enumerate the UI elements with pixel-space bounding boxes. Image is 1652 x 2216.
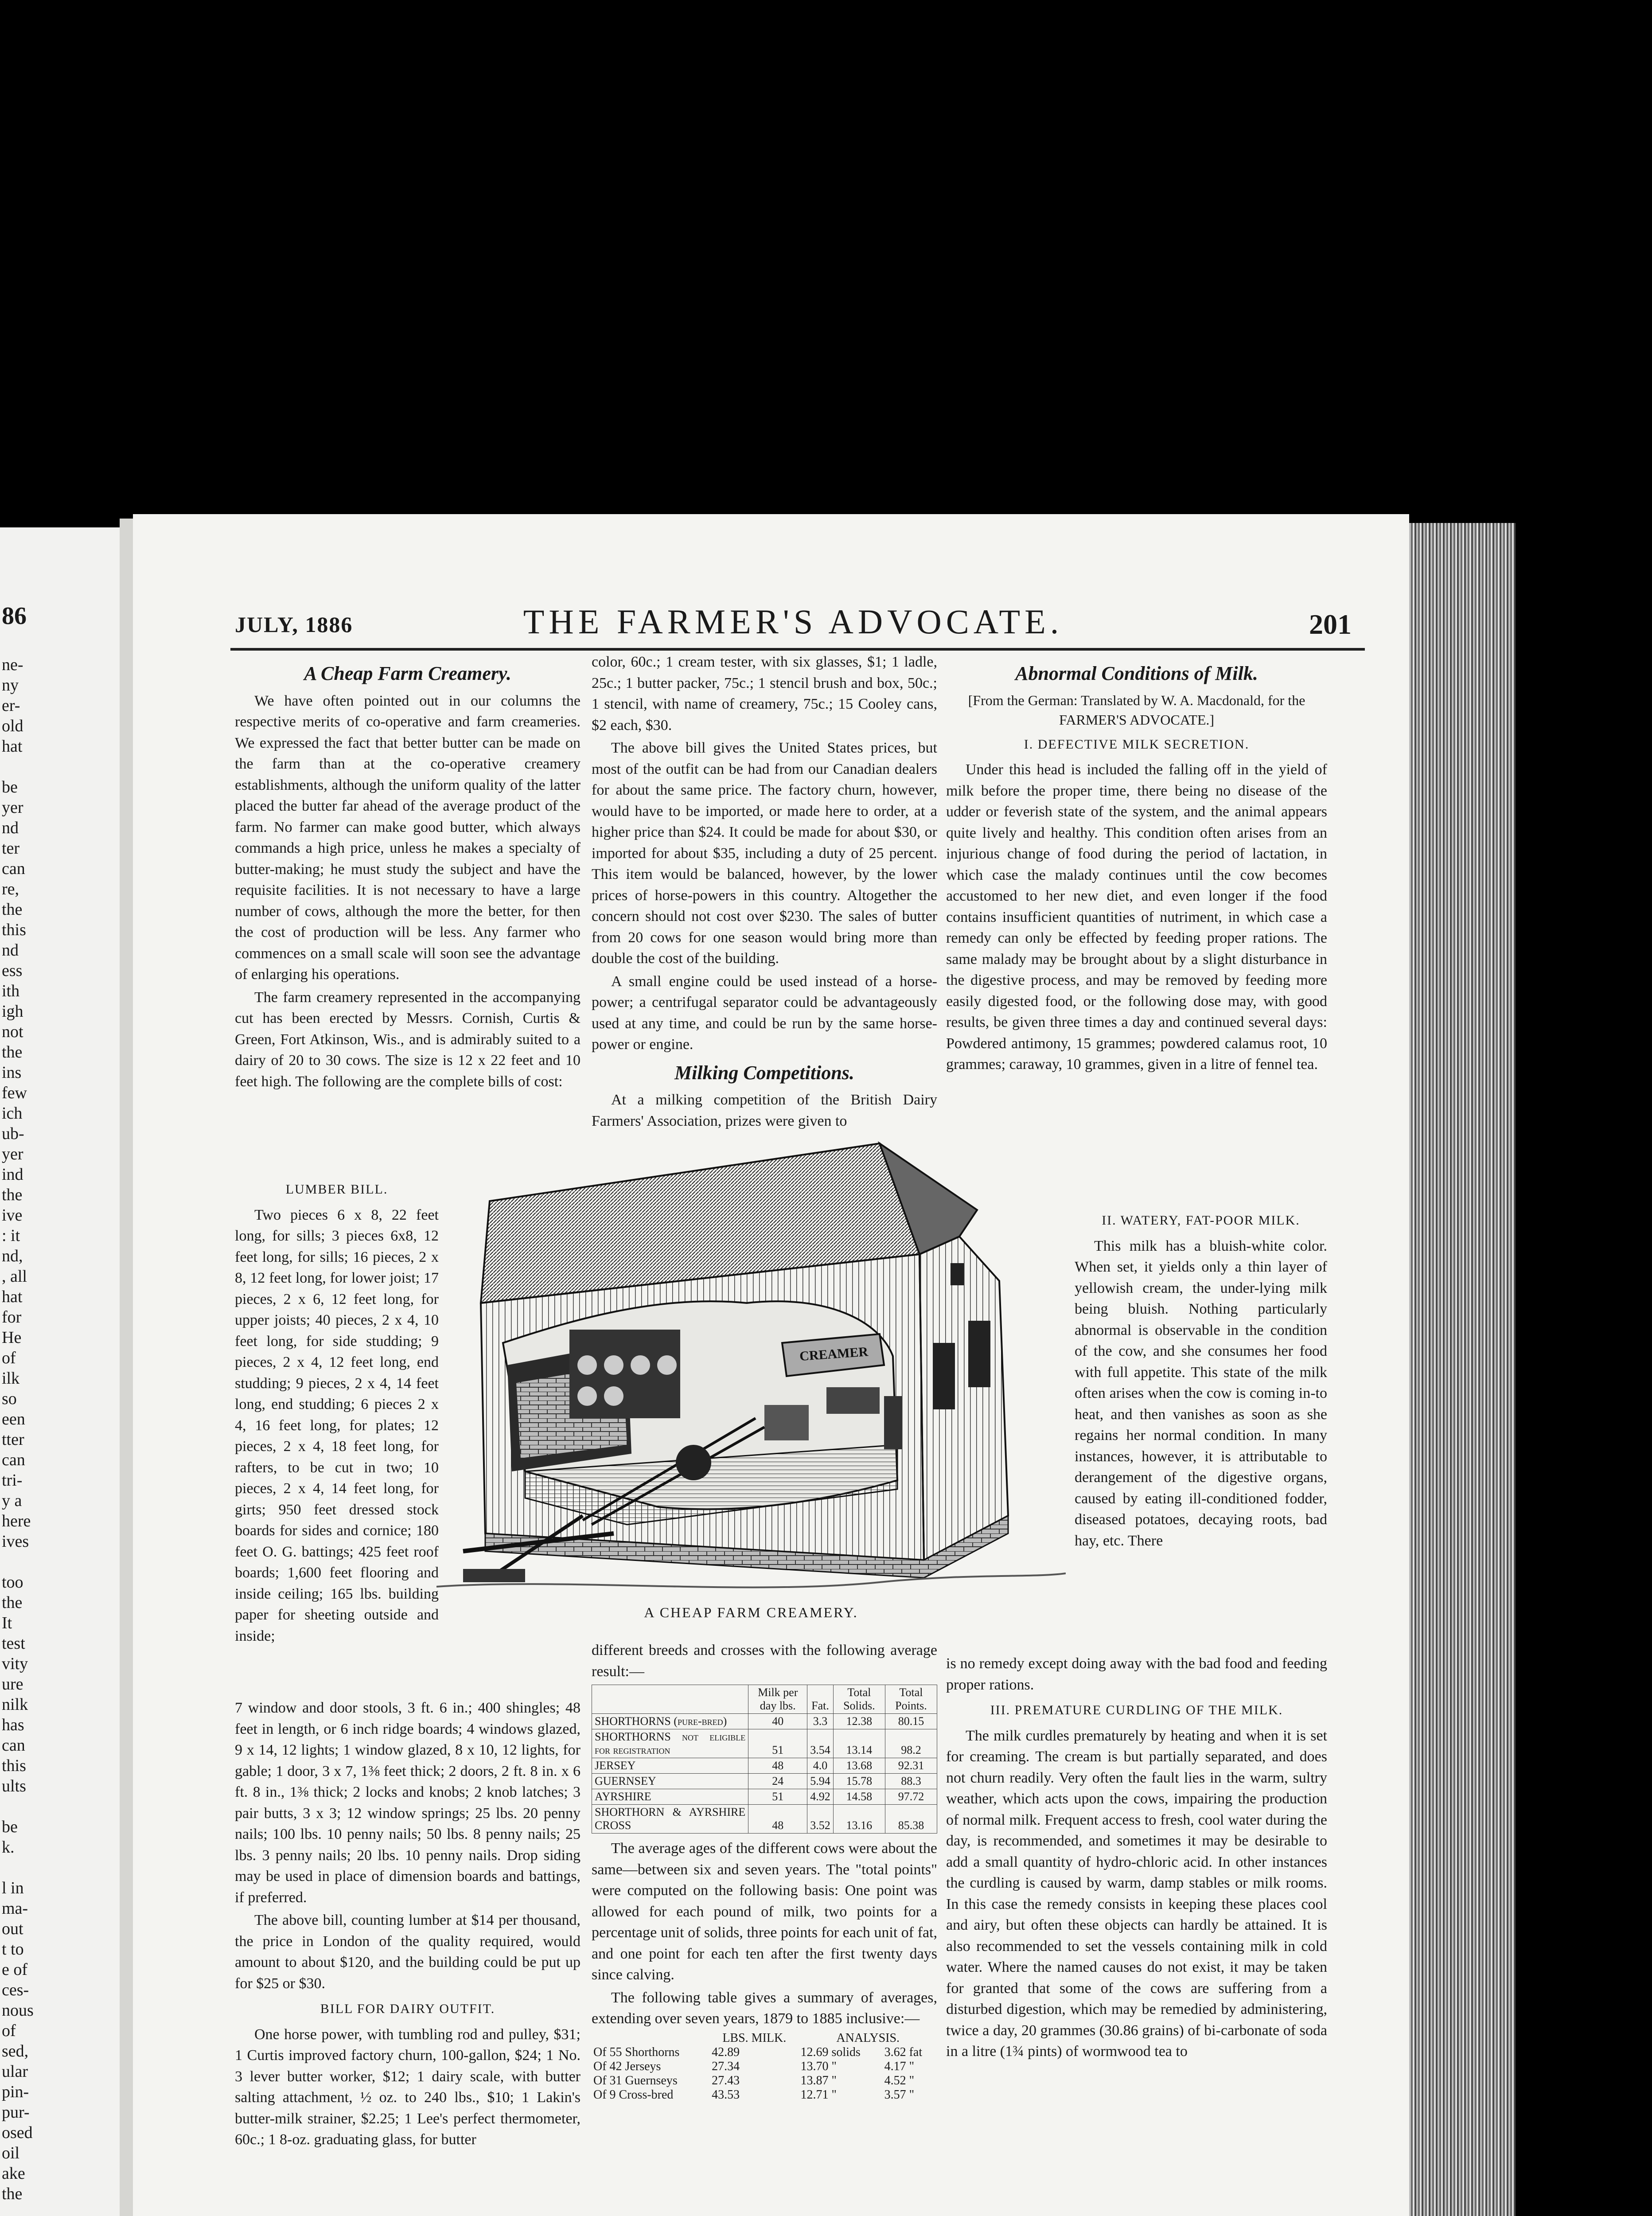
table-cell-value: 92.31 xyxy=(885,1758,937,1774)
column-3-lower xyxy=(946,1653,1327,2064)
creamery-paragraph-3: The above bill, counting lumber at $14 per thousand, the price in London of the quality required, would amount to about $120, and the building could be put up for $25 or $30. xyxy=(235,1912,581,1992)
left-page-fragment: ives xyxy=(2,1532,29,1551)
summary-row xyxy=(592,2088,937,2102)
table-row xyxy=(592,1729,937,1758)
left-page-fragment: of xyxy=(2,1349,16,1367)
table-cell-value: 40 xyxy=(748,1714,807,1729)
column-1-lower xyxy=(235,1697,581,2152)
left-page-fragment: ular xyxy=(2,2062,28,2081)
premature-curdling-text: The milk curdles prematurely by heating and when it is set for creaming. The cream is but partially separated, and does not churn readily. Very often the fault lies in the warm, sultry weather, which acts upon the cows, impairing the production of normal milk. Frequent access to fresh, cool water during the day, is recommended, and sometimes it may be desirable to add a small quantity of hydro-chloric acid. In other instances the curdling is caused by warm, damp stables or milk rooms. In this case the remedy consists in keeping these places cool and airy, but often these objects can hardly be attained. It is also recommended to set the vessels containing milk in cold water. Where the named causes do not exist, it may be taken for granted that some of the cows are suffering from a disturbed digestion, which may be remedied by administering, twice a day, 20 grammes (30.86 grains) of bi-carbonate of soda in a litre (1¾ pints) of wormwood tea to xyxy=(946,1727,1327,2060)
table-cell-value: 98.2 xyxy=(885,1729,937,1758)
masthead-title: THE FARMER'S ADVOCATE. xyxy=(523,602,1064,641)
table-cell-value: 3.3 xyxy=(807,1714,834,1729)
table-cell-breed: SHORTHORNS (pure-bred) xyxy=(592,1714,748,1729)
table-body xyxy=(592,1714,937,1834)
left-page-fragment: nd xyxy=(2,819,19,837)
summary-header-milk: LBS. MILK. xyxy=(722,2031,787,2045)
table-row xyxy=(592,1758,937,1774)
left-page-fragment: ive xyxy=(2,1206,23,1225)
left-page-fragment: here xyxy=(2,1512,31,1530)
header-rule xyxy=(230,648,1365,651)
left-page-fragment: oil xyxy=(2,2144,20,2162)
left-page-fragment: the xyxy=(2,2185,23,2203)
page-number: 201 xyxy=(1309,609,1352,640)
table-cell-value: 5.94 xyxy=(807,1774,834,1789)
summary-row xyxy=(592,2045,937,2060)
creamery-paragraph-2: The farm creamery represented in the accompanying cut has been erected by Messrs. Cornish, Curtis & Green, Fort Atkinson, Wis., and is admirably suited to a dairy of 20 to 30 cows. The size is 12 x 22 feet and 10 feet high. The following are the complete bills of cost: xyxy=(235,989,581,1090)
dairy-outfit-heading: BILL FOR DAIRY OUTFIT. xyxy=(320,2001,495,2016)
table-cell-breed: JERSEY xyxy=(592,1758,748,1774)
left-page-fragment: too xyxy=(2,1573,23,1592)
milking-paragraph-3: The following table gives a summary of averages, extending over seven years, 1879 to 1885 inclusive:— xyxy=(592,1989,937,2027)
creamery-illustration xyxy=(436,1135,1066,1627)
left-page-fragment: ny xyxy=(2,676,19,694)
left-page-fragment: so xyxy=(2,1389,17,1408)
summary-cell: 3.57 " xyxy=(884,2087,915,2102)
table-cell-value: 51 xyxy=(748,1729,807,1758)
table-cell-value: 97.72 xyxy=(885,1789,937,1805)
summary-cell: 27.43 xyxy=(712,2073,740,2087)
left-page-fragment: can xyxy=(2,859,25,878)
summary-cell: 4.52 " xyxy=(884,2073,915,2087)
table-header-solids: Total Solids. xyxy=(833,1685,885,1714)
left-page-fragment: : it xyxy=(2,1226,20,1245)
left-page-fragment: out xyxy=(2,1919,23,1938)
left-page-fragment: ilk xyxy=(2,1369,20,1388)
left-page-fragment: ults xyxy=(2,1777,26,1795)
table-header-row xyxy=(592,1685,937,1714)
left-page-fragment: the xyxy=(2,1186,23,1204)
left-page-fragment: pur- xyxy=(2,2103,30,2122)
left-page-fragment: yer xyxy=(2,798,23,817)
summary-row xyxy=(592,2060,937,2074)
left-page-fragment: sed, xyxy=(2,2042,29,2060)
dairy-outfit-continued: color, 60c.; 1 cream tester, with six glasses, $1; 1 ladle, 25c.; 1 butter packer, 75c.; 1 stencil brush and box, 50c.; 1 stencil, with name of creamery, 75c.; 15 Cooley cans, $2 each, $30. xyxy=(592,654,937,733)
left-page-fragment: of xyxy=(2,2021,16,2040)
milking-paragraph-2: The average ages of the different cows were about the same—between six and seven years. The "total points" were computed on the following basis: One point was allowed for each pound of milk, two points for a percentage unit of solids, three points for each unit of fat, and one point for each ten after the first twenty days since calving. xyxy=(592,1840,937,1983)
table-row xyxy=(592,1774,937,1789)
column-2 xyxy=(592,652,937,1133)
left-page-fragment: ure xyxy=(2,1675,23,1693)
table-cell-value: 48 xyxy=(748,1758,807,1774)
left-page-fragment: has xyxy=(2,1716,24,1734)
left-page-fragment: ne- xyxy=(2,655,23,674)
left-page-fragment: old xyxy=(2,717,23,735)
summary-cell: 27.34 xyxy=(712,2059,740,2073)
section-heading-curdling: III. PREMATURE CURDLING OF THE MILK. xyxy=(990,1703,1283,1717)
table-cell-breed: AYRSHIRE xyxy=(592,1789,748,1805)
summary-cell: Of 55 Shorthorns xyxy=(593,2045,680,2059)
left-page-fragment: nd, xyxy=(2,1247,23,1265)
summary-cell: 12.69 solids xyxy=(800,2045,861,2059)
left-page-fragment: ces- xyxy=(2,1981,29,1999)
summary-cell: Of 31 Guernseys xyxy=(593,2073,678,2087)
left-page-fragment: ind xyxy=(2,1165,23,1184)
summary-header-blank xyxy=(592,2031,710,2045)
table-cell-value: 88.3 xyxy=(885,1774,937,1789)
left-page-fragment: the xyxy=(2,900,23,919)
summary-cell: 3.62 fat xyxy=(884,2045,923,2059)
left-page-fragment: can xyxy=(2,1736,25,1755)
left-page-number: 86 xyxy=(2,602,27,630)
translation-citation: [From the German: Translated by W. A. Macdonald, for the FARMER'S ADVOCATE.] xyxy=(968,692,1305,728)
left-page-fragment: y a xyxy=(2,1491,22,1510)
left-page-fragment: test xyxy=(2,1634,25,1653)
creamery-paragraph-1: We have often pointed out in our columns the respective merits of co-operative and farm creameries. We expressed the fact that better butter can be made on the farm than at the co-operative creamery establishments, although the uniform quality of the latter placed the butter far ahead of the average product of the farm. No farmer can make good butter, which always commands a high price, unless he makes a specialty of butter-making; he must study the subject and have the requisite facilities. It is not necessary to have a large number of cows, although the more the better, for then the cost of production will be less. Any farmer who commences on a small scale will soon see the advantage of enlarging his operations. xyxy=(235,692,581,983)
left-page-stub xyxy=(0,527,129,2216)
left-page-fragment: nd xyxy=(2,941,19,960)
left-page-fragment: ins xyxy=(2,1063,22,1082)
summary-cell: Of 9 Cross-bred xyxy=(593,2087,674,2102)
left-page-fragment: hat xyxy=(2,737,23,756)
left-page-fragment: It xyxy=(2,1614,12,1632)
summary-header-row xyxy=(592,2031,937,2045)
table-cell-breed: SHORTHORNS not eligible for registration xyxy=(592,1729,748,1758)
left-page-fragment: not xyxy=(2,1022,23,1041)
summary-cell: 4.17 " xyxy=(884,2059,915,2073)
lumber-bill-heading: LUMBER BILL. xyxy=(285,1182,388,1197)
table-header-milk: Milk per day lbs. xyxy=(748,1685,807,1714)
article-title-creamery: A Cheap Farm Creamery. xyxy=(304,663,511,684)
dairy-outfit-text: One horse power, with tumbling rod and pulley, $31; 1 Curtis improved factory churn, 100-gallon, $24; 1 No. 3 lever butter worker, $12; 1 dairy scale, with butter salting attachment, ½ oz. to 240 lbs., $10; 1 Lakin's butter-milk strainer, $2.25; 1 Lee's perfect thermometer, 60c.; 1 8-oz. graduating glass, for butter xyxy=(235,2026,581,2148)
left-page-fragment: tter xyxy=(2,1430,24,1449)
summary-row xyxy=(592,2074,937,2088)
defective-secretion-text: Under this head is included the falling off in the yield of milk before the proper time, there being no disease of the udder or feverish state of the system, and the animal appears quite lively and healthy. This condition often arises from an injurious change of food during the period of lactation, in which case the malady continues until the cow becomes accustomed to her new diet, and even longer if the food contains insufficient quantities of nutriment, in which case a remedy can only be effected by feeding proper rations. The same malady may be brought about by a slight disturbance in the digestive process, and may be removed by feeding more easily digested food, or the following dose may, with good results, be given three times a day and continued several days: Powdered antimony, 15 grammes; powdered calamus root, 10 grammes; caraway, 10 grammes, given in a litre of fennel tea. xyxy=(946,761,1327,1073)
watery-milk-continued: is no remedy except doing away with the bad food and feeding proper rations. xyxy=(946,1655,1327,1693)
section-heading-watery: II. WATERY, FAT-POOR MILK. xyxy=(1102,1213,1300,1228)
table-cell-value: 13.16 xyxy=(833,1805,885,1834)
summary-table xyxy=(592,2031,937,2102)
table-cell-breed: GUERNSEY xyxy=(592,1774,748,1789)
left-page-fragment: the xyxy=(2,1593,23,1612)
left-page-fragment: tri- xyxy=(2,1471,23,1490)
table-cell-value: 80.15 xyxy=(885,1714,937,1729)
summary-cell: 43.53 xyxy=(712,2087,740,2102)
table-cell-value: 24 xyxy=(748,1774,807,1789)
summary-body xyxy=(592,2045,937,2102)
summary-cell: 13.70 " xyxy=(800,2059,837,2073)
table-cell-value: 12.38 xyxy=(833,1714,885,1729)
table-cell-value: 13.14 xyxy=(833,1729,885,1758)
table-cell-value: 4.92 xyxy=(807,1789,834,1805)
table-header-fat: Fat. xyxy=(807,1685,834,1714)
left-page-fragment: ter xyxy=(2,839,20,858)
creamery-paragraph-5: A small engine could be used instead of a horse-power; a centrifugal separator could be advantageously used at any time, and could be run by the same horse-power or engine. xyxy=(592,973,937,1053)
table-cell-value: 15.78 xyxy=(833,1774,885,1789)
summary-cell: 13.87 " xyxy=(800,2073,837,2087)
table-cell-breed: SHORTHORN & AYRSHIRE CROSS xyxy=(592,1805,748,1834)
left-page-fragment: yer xyxy=(2,1145,23,1163)
summary-cell: 42.89 xyxy=(712,2045,740,2059)
lumber-bill-continued: 7 window and door stools, 3 ft. 6 in.; 400 shingles; 48 feet in length, or 6 inch ridge boards; 4 windows glazed, 9 x 14, 12 lights; 1 window glazed, 8 x 10, 12 lights, for gable; 1 door, 3 x 7, 1⅜ feet thick; 2 doors, 2 ft. 8 in. x 6 ft. 8 in., 1⅜ thick; 2 locks and knobs; 2 knob latches; 3 pair butts, 3 x 3; 12 window springs; 25 lbs. 20 penny nails; 100 lbs. 10 penny nails; 50 lbs. 8 penny nails; 25 lbs. 3 penny nails; 20 lbs. 10 penny nails. Drop siding may be used in place of dimension boards and battings, if preferred. xyxy=(235,1700,581,1906)
left-page-fragment: the xyxy=(2,1043,23,1061)
milking-paragraph-1-continued: different breeds and crosses with the following average result:— xyxy=(592,1642,937,1680)
table-cell-value: 48 xyxy=(748,1805,807,1834)
left-page-fragment: een xyxy=(2,1410,25,1428)
milking-paragraph-1: At a milking competition of the British Dairy Farmers' Association, prizes were given to xyxy=(592,1092,937,1129)
column-1-lumber xyxy=(235,1174,439,1648)
summary-cell: Of 42 Jerseys xyxy=(593,2059,661,2073)
creamery-paragraph-4: The above bill gives the United States prices, but most of the outfit can be had from our Canadian dealers for about the same price. The factory churn, however, would have to be imported, or made here to order, at a higher price than $24. It could be made for about $30, or imported for about $35, including a duty of 25 percent. This item would be balanced, however, by the lower prices of horse-powers in this country. Altogether the concern should not cost over $230. The sales of butter from 20 cows for one season would bring more than double the cost of the building. xyxy=(592,740,937,967)
left-page-fragment: this xyxy=(2,921,26,939)
left-page-fragment: e of xyxy=(2,1960,28,1979)
creamer-sign: CREAMER xyxy=(799,1344,869,1364)
table-cell-value: 3.52 xyxy=(807,1805,834,1834)
issue-date: JULY, 1886 xyxy=(235,612,353,637)
page-header xyxy=(235,602,1352,642)
left-page-fragment: for xyxy=(2,1308,22,1326)
left-page-fragment: t to xyxy=(2,1940,24,1959)
left-page-fragment: , all xyxy=(2,1267,27,1286)
left-page-fragment: k. xyxy=(2,1838,15,1857)
left-page-fragment: nous xyxy=(2,2001,34,2020)
left-page-fragment: be xyxy=(2,1818,18,1836)
left-page-fragment: hat xyxy=(2,1287,23,1306)
summary-cell: 12.71 " xyxy=(800,2087,837,2102)
book-page-edges xyxy=(1400,523,1516,2216)
left-page-fragment: pin- xyxy=(2,2083,29,2101)
left-page-fragment: er- xyxy=(2,696,20,715)
table-cell-value: 51 xyxy=(748,1789,807,1805)
summary-header-analysis: ANALYSIS. xyxy=(836,2031,900,2045)
left-page-fragment: osed xyxy=(2,2123,33,2142)
lumber-bill-text: Two pieces 6 x 8, 22 feet long, for sills; 3 pieces 6x8, 12 feet long, for sills; 16 pieces, 2 x 8, 12 feet long, for lower joist; 17 pieces, 2 x 6, 12 feet long, for upper joists; 40 pieces, 2 x 4, 10 feet long, for side studding; 9 pieces, 2 x 4, 12 feet long, end studding; 9 pieces, 2 x 4, 14 feet long, end studding; 6 pieces 2 x 4, 16 feet long, for plates; 12 pieces, 2 x 4, 18 feet long, for rafters, to be cut in two; 10 pieces, 2 x 4, 14 feet long, for girts; 950 feet dressed stock boards for sides and cornice; 180 feet O. G. battings; 425 feet roof boards; 1,600 feet flooring and inside ceiling; 165 lbs. building paper for sheeting outside and inside; xyxy=(235,1206,439,1644)
table-cell-value: 13.68 xyxy=(833,1758,885,1774)
table-row xyxy=(592,1714,937,1729)
left-page-fragment: can xyxy=(2,1451,25,1469)
column-3-narrow xyxy=(1075,1206,1327,1553)
illustration-caption: A CHEAP FARM CREAMERY. xyxy=(644,1604,858,1620)
watery-milk-text: This milk has a bluish-white color. When set, it yields only a thin layer of yellowish cream, the under-lying milk being bluish. Nothing particularly abnormal is observable in the condition of the cow, and she consumes her food with full appetite. This state of the milk often arises when the cow is coming in-to heat, and then vanishes as soon as she regains her normal condition. In many instances, however, it is attributable to derangement of the digestive organs, caused by eating ill-conditioned fodder, diseased potatoes, decaying roots, bad hay, etc. There xyxy=(1075,1237,1327,1549)
left-page-fragment: be xyxy=(2,778,18,796)
left-page-fragment: ub- xyxy=(2,1124,24,1143)
left-page-fragment: ess xyxy=(2,961,23,980)
table-row xyxy=(592,1789,937,1805)
table-cell-value: 85.38 xyxy=(885,1805,937,1834)
milking-results-table xyxy=(592,1685,937,1834)
left-page-fragment: igh xyxy=(2,1002,23,1021)
left-page-fragment: ma- xyxy=(2,1899,28,1918)
left-page-fragment: ake xyxy=(2,2164,25,2183)
creamery-engraving xyxy=(436,1135,1066,1604)
table-cell-value: 14.58 xyxy=(833,1789,885,1805)
left-page-fragment: He xyxy=(2,1328,22,1347)
article-title-milking: Milking Competitions. xyxy=(674,1061,854,1084)
table-cell-value: 4.0 xyxy=(807,1758,834,1774)
left-page-fragment: nilk xyxy=(2,1695,28,1714)
left-page-fragment: ich xyxy=(2,1104,23,1123)
left-page-fragment: this xyxy=(2,1756,26,1775)
column-1 xyxy=(235,660,581,1094)
left-page-fragment: vity xyxy=(2,1654,28,1673)
left-page-fragment: ith xyxy=(2,982,20,1000)
section-heading-defective: I. DEFECTIVE MILK SECRETION. xyxy=(1024,737,1250,752)
column-3 xyxy=(946,660,1327,1077)
table-header-breed xyxy=(592,1685,748,1714)
article-title-abnormal: Abnormal Conditions of Milk. xyxy=(1015,663,1258,684)
table-cell-value: 3.54 xyxy=(807,1729,834,1758)
table-row xyxy=(592,1805,937,1834)
left-page-fragment: few xyxy=(2,1084,27,1102)
table-header-points: Total Points. xyxy=(885,1685,937,1714)
left-page-fragment: l in xyxy=(2,1879,24,1897)
column-2-lower xyxy=(592,1640,937,2102)
left-page-fragment: re, xyxy=(2,880,19,898)
